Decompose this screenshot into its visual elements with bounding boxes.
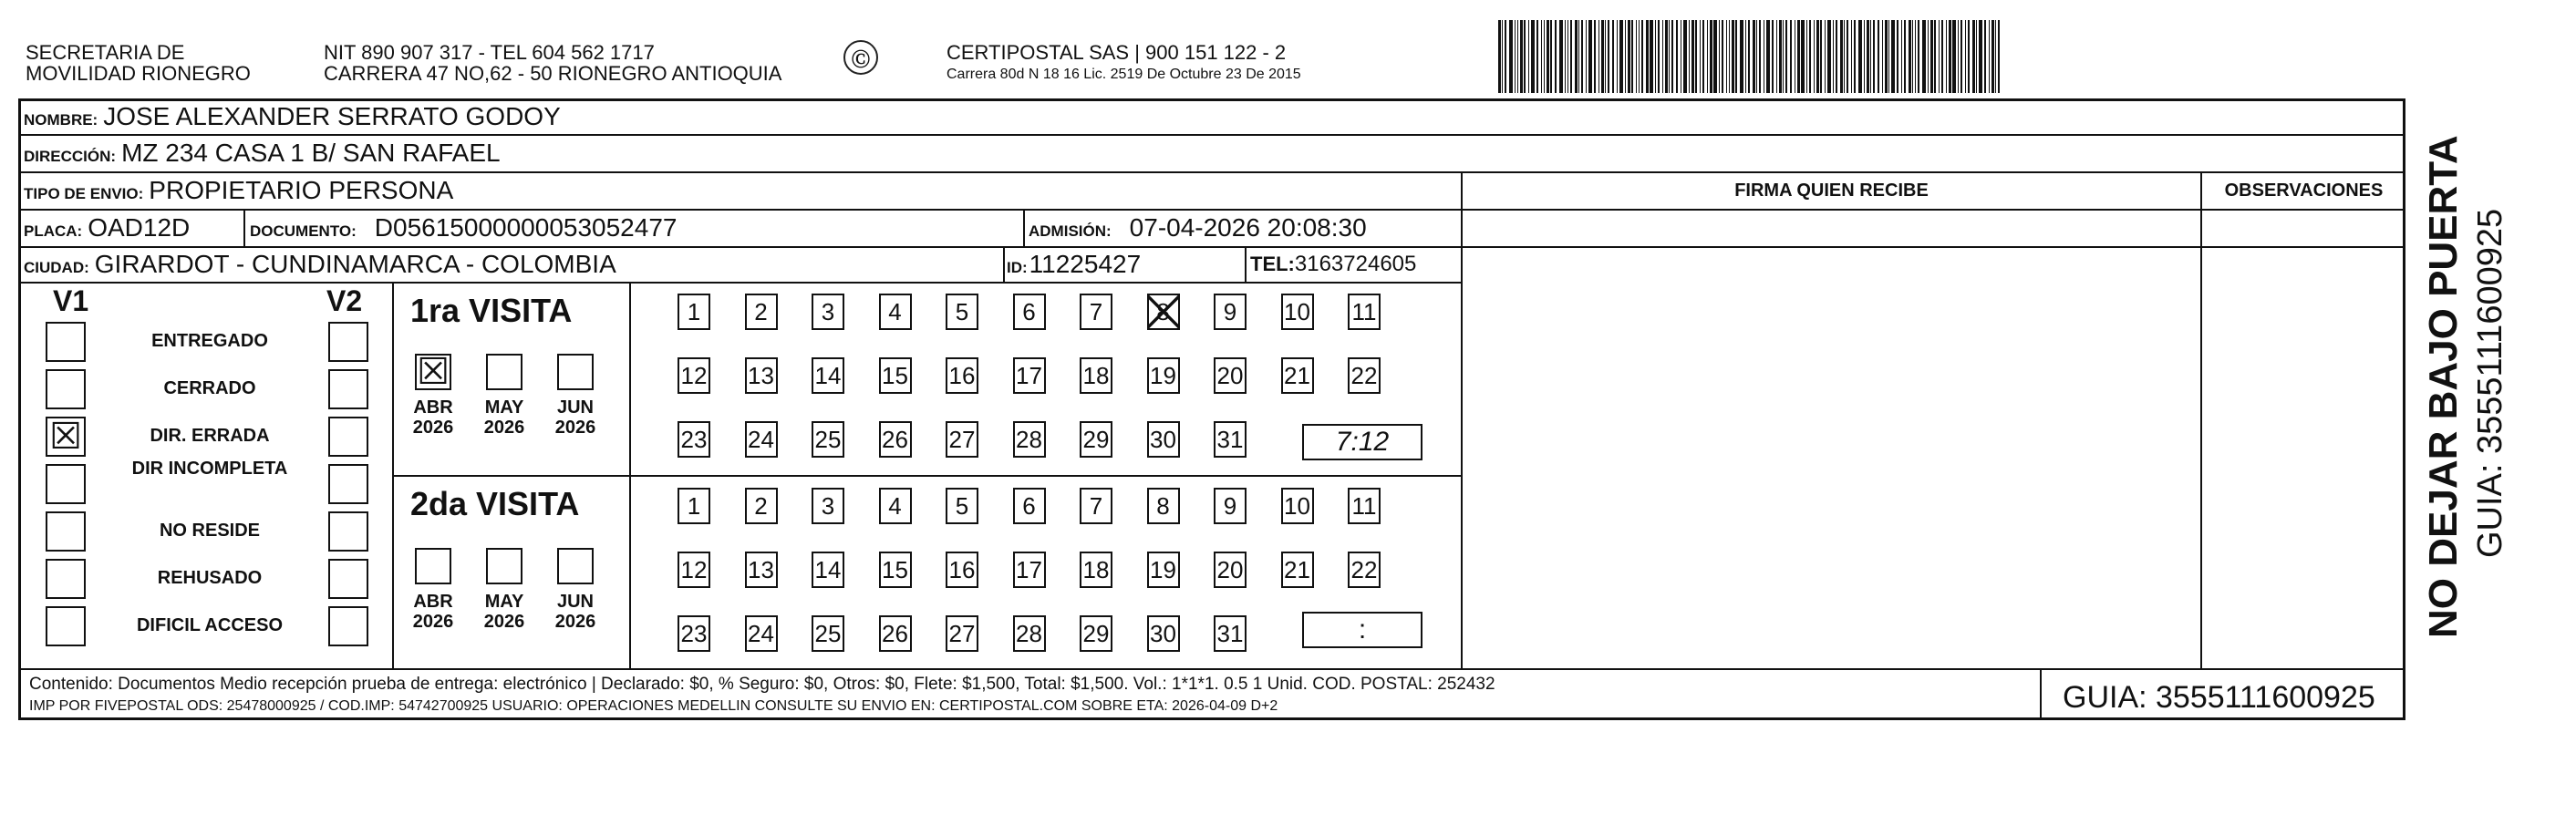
day-box[interactable]: 25 [812,615,844,652]
day-box[interactable]: 22 [1348,357,1381,394]
day-box[interactable]: 14 [812,357,844,394]
reason-v1-checkbox[interactable] [46,322,86,362]
visit2-title: 2da VISITA [410,485,580,522]
day-box[interactable]: 24 [745,421,778,458]
direccion-value: MZ 234 CASA 1 B/ SAN RAFAEL [121,139,501,167]
visit1-time[interactable]: 7:12 [1302,424,1422,460]
ciudad-value: GIRARDOT - CUNDINAMARCA - COLOMBIA [94,250,616,278]
reason-label: DIFICIL ACCESO [136,615,283,635]
month-label [477,592,532,632]
reason-v2-checkbox[interactable] [328,369,368,409]
issuer-line2: MOVILIDAD RIONEGRO [26,62,251,85]
day-box[interactable]: 19 [1147,357,1180,394]
tel-label: TEL: [1250,253,1295,275]
day-box[interactable]: 11 [1348,488,1381,524]
observaciones-header: OBSERVACIONES [2224,181,2384,201]
month-year: 2026 [554,418,596,438]
day-box[interactable]: 23 [678,615,710,652]
day-box[interactable]: 17 [1013,357,1046,394]
ciudad-label: CIUDAD: [24,259,89,276]
id-label: ID: [1007,259,1028,276]
admision-row [1029,213,1367,242]
visit1-title: 1ra VISITA [410,292,573,329]
day-box[interactable]: 6 [1013,294,1046,330]
day-box[interactable]: 20 [1214,552,1247,588]
reason-label: ENTREGADO [151,331,268,351]
day-box[interactable]: 7 [1080,294,1112,330]
tipo-value: PROPIETARIO PERSONA [149,176,454,204]
nombre-row [24,102,561,131]
direccion-label: DIRECCIÓN: [24,148,117,165]
barcode-icon [1498,20,2178,93]
month-checkbox[interactable] [557,354,594,390]
day-box[interactable]: 13 [745,552,778,588]
ciudad-row [24,250,616,279]
reason-v1-checkbox[interactable]: ☒ [46,417,86,457]
day-box[interactable]: 8 [1147,294,1180,330]
month-year: 2026 [412,418,454,438]
day-box[interactable]: 25 [812,421,844,458]
reason-v2-checkbox[interactable] [328,511,368,552]
tipo-row [24,176,453,205]
day-box[interactable]: 16 [946,552,978,588]
day-box[interactable]: 27 [946,421,978,458]
day-box[interactable]: 21 [1281,357,1314,394]
day-box[interactable]: 12 [678,357,710,394]
reason-v2-checkbox[interactable] [328,606,368,646]
address-line: CARRERA 47 NO,62 - 50 RIONEGRO ANTIOQUIA [324,62,782,85]
month-name: ABR [413,397,453,418]
day-box[interactable]: 31 [1214,421,1247,458]
day-box[interactable]: 9 [1214,294,1247,330]
day-box[interactable]: 1 [678,488,710,524]
v1-header: V1 [53,284,89,317]
month-year: 2026 [483,612,525,632]
day-box[interactable]: 10 [1281,294,1314,330]
reason-v1-checkbox[interactable] [46,369,86,409]
day-box[interactable]: 16 [946,357,978,394]
v2-header: V2 [326,284,363,317]
carrier-line: CERTIPOSTAL SAS | 900 151 122 - 2 [947,41,1287,64]
nombre-value: JOSE ALEXANDER SERRATO GODOY [103,102,561,130]
day-box[interactable]: 5 [946,488,978,524]
side-warning: NO DEJAR BAJO PUERTA [2421,135,2466,638]
tel-value: 3163724605 [1294,252,1417,276]
day-box[interactable]: 12 [678,552,710,588]
tipo-label: TIPO DE ENVIO: [24,185,144,202]
day-box[interactable]: 11 [1348,294,1381,330]
footer-imp: IMP POR FIVEPOSTAL ODS: 25478000925 / COD.IMP: 54742700925 USUARIO: OPERACIONES MEDELLIN CONSULTE SU ENVIO EN: CERTIPOSTAL.COM SOBRE ETA: 2026-04-09 D+2 [29,698,1278,714]
reason-v2-checkbox[interactable] [328,464,368,504]
day-box[interactable]: 29 [1080,421,1112,458]
day-box[interactable]: 23 [678,421,710,458]
day-box[interactable]: 18 [1080,552,1112,588]
month-checkbox[interactable] [486,548,522,584]
day-box[interactable]: 28 [1013,615,1046,652]
day-box[interactable]: 30 [1147,421,1180,458]
day-box[interactable]: 20 [1214,357,1247,394]
month-name: ABR [413,592,453,612]
admision-value: 07-04-2026 20:08:30 [1129,213,1367,242]
day-box[interactable]: 3 [812,488,844,524]
day-box[interactable]: 26 [879,615,912,652]
day-box[interactable]: 5 [946,294,978,330]
month-checkbox[interactable] [486,354,522,390]
reason-v2-checkbox[interactable] [328,322,368,362]
month-name: JUN [556,592,594,612]
reason-v2-checkbox[interactable] [328,559,368,599]
day-box[interactable]: 2 [745,488,778,524]
reason-label: CERRADO [163,378,256,398]
reason-label: NO RESIDE [159,521,261,541]
placa-label: PLACA: [24,222,83,240]
day-box[interactable]: 15 [879,357,912,394]
placa-value: OAD12D [88,213,191,242]
footer-guia: GUIA: 3555111600925 [2063,680,2375,715]
reason-v1-checkbox[interactable] [46,559,86,599]
reason-v1-checkbox[interactable] [46,511,86,552]
month-year: 2026 [412,612,454,632]
placa-row [24,213,190,242]
day-box[interactable]: 19 [1147,552,1180,588]
month-label [548,397,603,438]
footer-contenido: Contenido: Documentos Medio recepción prueba de entrega: electrónico | Declarado: $0, % Seguro: $0, Otros: $0, Flete: $1,500, Total: $1,500. Vol.: 1*1*1. 0.5 1 Unid. COD. POSTAL: 252432 [29,675,1495,694]
id-row [1007,250,1141,279]
day-box[interactable]: 4 [879,294,912,330]
day-box[interactable]: 29 [1080,615,1112,652]
day-box[interactable]: 14 [812,552,844,588]
day-box[interactable]: 31 [1214,615,1247,652]
day-box[interactable]: 30 [1147,615,1180,652]
day-box[interactable]: 17 [1013,552,1046,588]
firma-header: FIRMA QUIEN RECIBE [1734,181,1929,201]
month-name: JUN [556,397,594,418]
reason-v2-checkbox[interactable] [328,417,368,457]
certipostal-logo-icon: Ⓒ [843,40,878,75]
day-box[interactable]: 10 [1281,488,1314,524]
day-box[interactable]: 4 [879,488,912,524]
reason-label: DIR. ERRADA [150,426,270,446]
issuer-line1: SECRETARIA DE [26,41,185,64]
day-box[interactable]: 15 [879,552,912,588]
month-label [477,397,532,438]
carrier-license: Carrera 80d N 18 16 Lic. 2519 De Octubre 23 De 2015 [947,67,1301,82]
month-checkbox[interactable] [415,548,451,584]
month-name: MAY [484,592,524,612]
month-label [406,592,460,632]
nombre-label: NOMBRE: [24,111,98,129]
month-label [406,397,460,438]
reason-label: REHUSADO [157,568,263,588]
admision-label: ADMISIÓN: [1029,222,1112,240]
nit-line: NIT 890 907 317 - TEL 604 562 1717 [324,41,655,64]
id-value: 11225427 [1029,250,1142,278]
day-box[interactable]: 3 [812,294,844,330]
day-box[interactable]: 18 [1080,357,1112,394]
documento-value: D05615000000053052477 [374,213,678,242]
day-box[interactable]: 21 [1281,552,1314,588]
day-box[interactable]: 8 [1147,488,1180,524]
reason-label: DIR INCOMPLETA [131,459,288,479]
month-name: MAY [484,397,524,418]
direccion-row [24,139,501,168]
day-box[interactable]: 27 [946,615,978,652]
reason-v1-checkbox[interactable] [46,606,86,646]
month-label [548,592,603,632]
tel-row [1250,252,1416,277]
month-year: 2026 [483,418,525,438]
day-box[interactable]: 2 [745,294,778,330]
day-box[interactable]: 24 [745,615,778,652]
documento-label: DOCUMENTO: [250,222,357,240]
side-guia: GUIA: 3555111600925 [2471,208,2509,558]
month-year: 2026 [554,612,596,632]
day-box[interactable]: 26 [879,421,912,458]
day-box[interactable]: 22 [1348,552,1381,588]
day-box[interactable]: 1 [678,294,710,330]
day-box[interactable]: 13 [745,357,778,394]
month-checkbox[interactable]: ☒ [415,354,451,390]
reason-v1-checkbox[interactable] [46,464,86,504]
day-box[interactable]: 9 [1214,488,1247,524]
month-checkbox[interactable] [557,548,594,584]
documento-row [250,213,677,242]
day-box[interactable]: 7 [1080,488,1112,524]
day-box[interactable]: 28 [1013,421,1046,458]
day-box[interactable]: 6 [1013,488,1046,524]
visit2-time[interactable]: : [1302,612,1422,648]
